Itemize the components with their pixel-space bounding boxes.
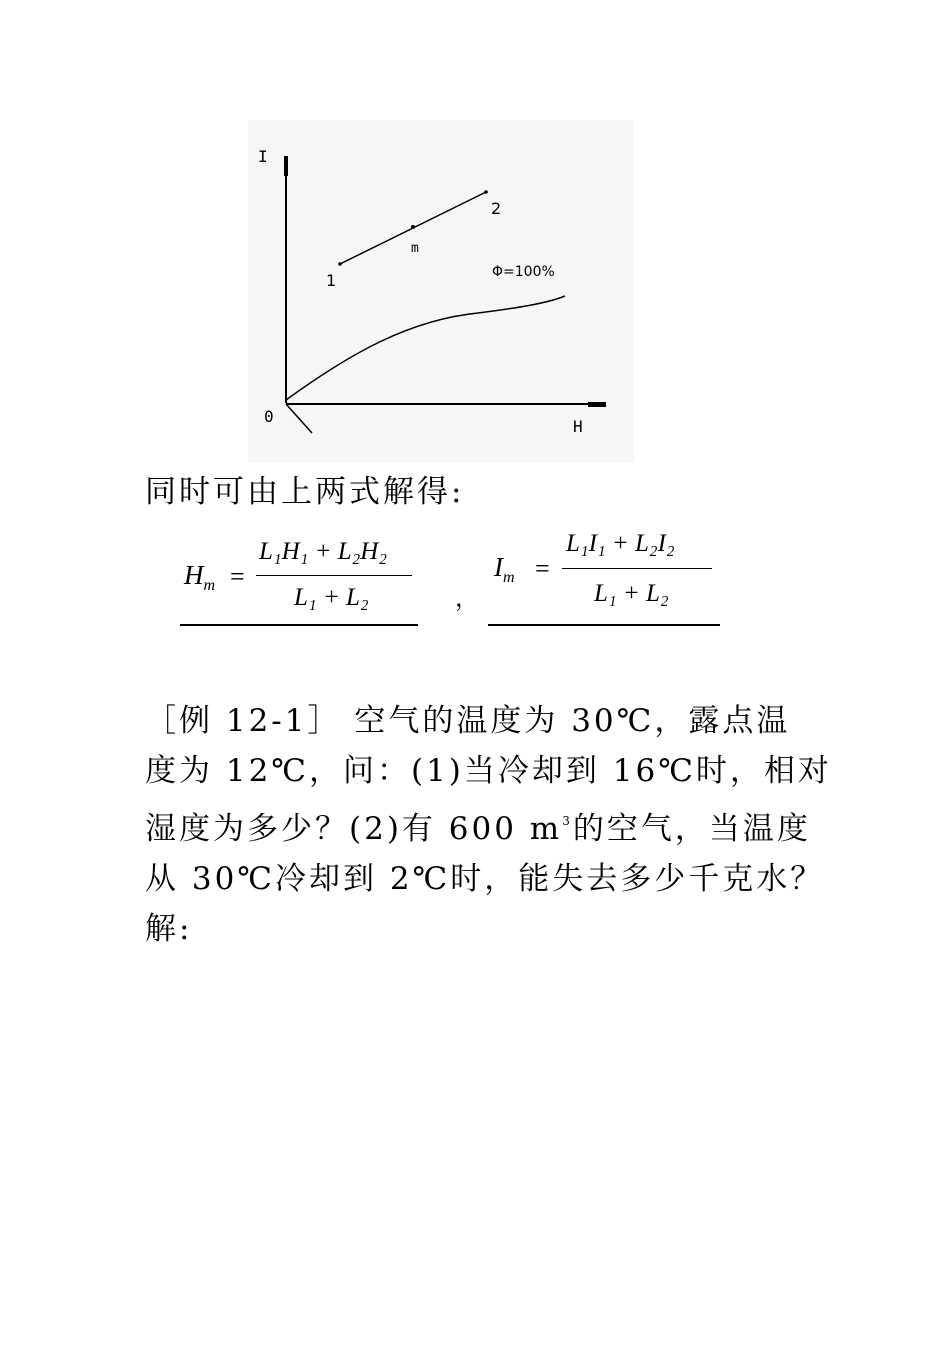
superscript-3: 3 [562, 814, 573, 828]
point-m-marker [411, 225, 415, 229]
formula-separator: ， [455, 584, 479, 612]
h-axis-arrow [588, 402, 606, 407]
point-m-label: m [411, 241, 419, 256]
formula-hm-numerator: L₁H₁ + L₂H₂ [259, 538, 388, 565]
formula-hm-eq: = [230, 562, 245, 591]
formula-hm-lhs: $H_m$ [184, 560, 216, 594]
formula-im-denominator: L₁ + L₂ [594, 580, 669, 607]
i-h-diagram-svg [248, 120, 634, 462]
formula-im-eq: = [535, 554, 550, 583]
formula-im-numerator: L₁I₁ + L₂I₂ [566, 530, 675, 557]
example-12-1 [145, 696, 832, 954]
lead-text: 同时可由上两式解得: [145, 474, 465, 510]
i-h-diagram [248, 120, 634, 462]
solution-label: 解: [145, 911, 193, 947]
axis-h-label: H [573, 417, 583, 436]
point-2-label: 2 [491, 199, 502, 218]
point-1-label: 1 [326, 271, 337, 290]
example-line-2: 度为 12℃，问：(1)当冷却到 16℃时，相对 [145, 753, 832, 789]
formula-im-lhs: $I_m$ [494, 552, 515, 586]
i-axis-arrow [284, 156, 288, 176]
formula-im-fraction-bar [562, 568, 712, 569]
curve-label: Φ=100% [492, 264, 555, 280]
axis-i-label: I [258, 147, 268, 166]
origin-label: 0 [264, 407, 274, 426]
origin-diagonal [286, 404, 312, 433]
example-line-4: 从 30℃冷却到 2℃时，能失去多少千克水？ [145, 861, 825, 897]
saturation-curve [286, 296, 565, 400]
point-2-marker [484, 190, 488, 194]
example-line-3: 湿度为多少？(2)有 600 $m^3$的空气，当温度 [145, 811, 811, 847]
point-1-marker [338, 262, 342, 266]
formula-im-underline [488, 624, 720, 626]
formula-hm-underline [180, 624, 418, 626]
example-line-1: ［例 12-1］ 空气的温度为 30℃，露点温 [145, 703, 791, 739]
formula-hm-denominator: L₁ + L₂ [294, 584, 369, 611]
formula-hm-fraction-bar [256, 575, 412, 576]
